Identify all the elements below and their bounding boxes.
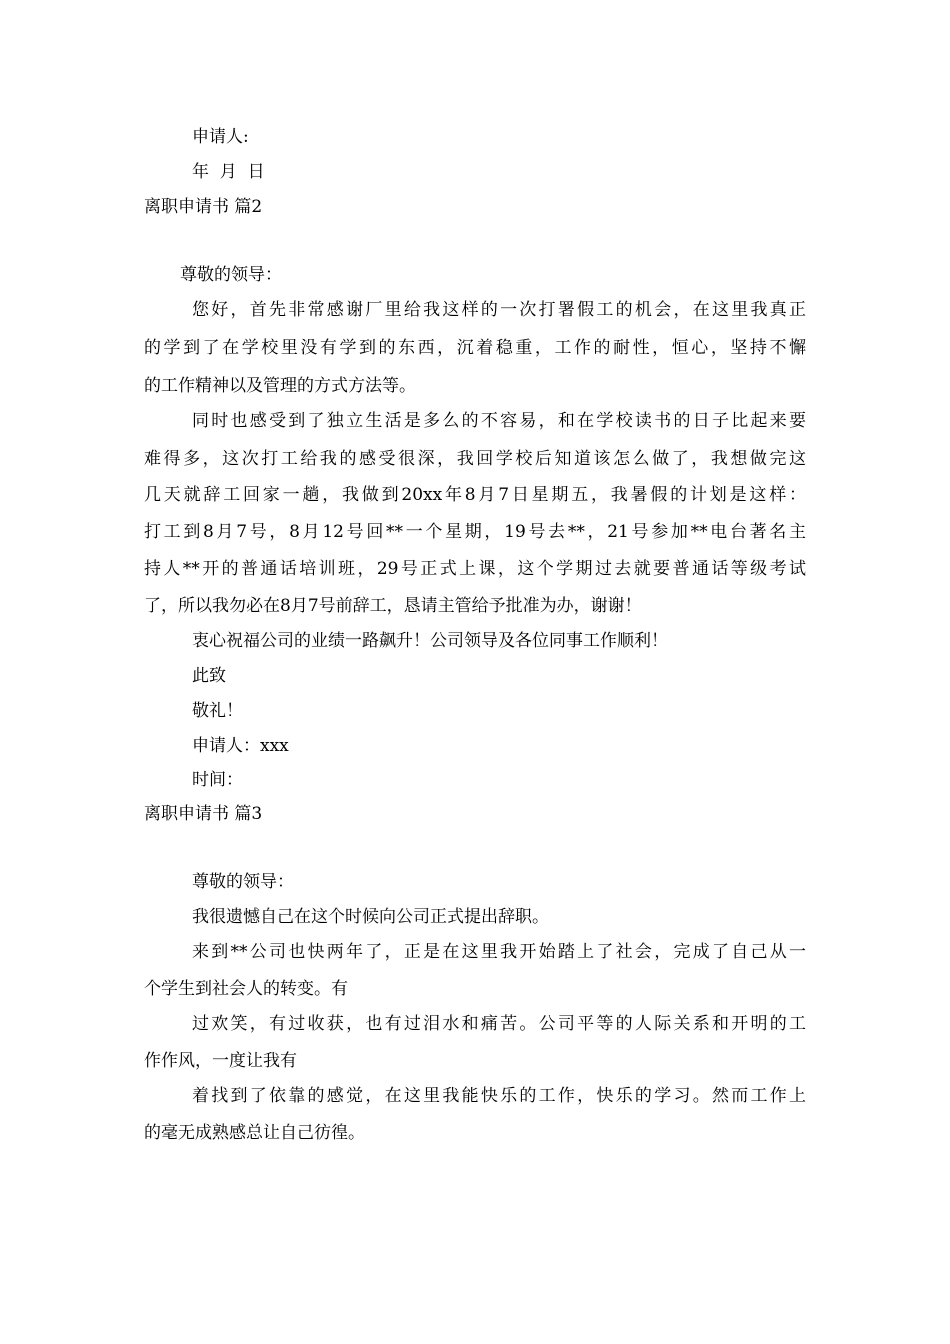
paragraph-line: 过欢笑，有过收获，也有过泪水和痛苦。公司平等的人际关系和开明的工: [192, 1014, 806, 1034]
applicant-label: 申请人:: [192, 127, 249, 147]
paragraph-line: 同时也感受到了独立生活是多么的不容易，和在学校读书的日子比起来要: [192, 411, 806, 431]
paragraph-line: 的工作精神以及管理的方式方法等。: [144, 376, 416, 396]
closing-line: 敬礼！: [192, 701, 243, 721]
paragraph-line: 来到**公司也快两年了，正是在这里我开始踏上了社会，完成了自己从一: [192, 942, 806, 962]
paragraph-line: 了，所以我勿必在8月7号前辞工，恳请主管给予批准为办，谢谢！: [144, 596, 642, 616]
paragraph-line: 您好，首先非常感谢厂里给我这样的一次打署假工的机会，在这里我真正: [192, 300, 806, 320]
applicant-line: 申请人：xxx: [192, 736, 289, 756]
date-line: 年 月 日: [192, 162, 265, 182]
paragraph-line: 的毫无成熟感总让自己彷徨。: [144, 1123, 365, 1143]
section-heading: 离职申请书 篇3: [144, 804, 263, 824]
closing-line: 此致: [192, 666, 226, 686]
paragraph-line: 几天就辞工回家一趟，我做到20xx年8月7日星期五，我暑假的计划是这样：: [144, 485, 806, 505]
salutation: 尊敬的领导：: [180, 265, 282, 285]
paragraph-line: 着找到了依靠的感觉，在这里我能快乐的工作，快乐的学习。然而工作上: [192, 1086, 806, 1106]
time-line: 时间：: [192, 770, 243, 790]
paragraph-line: 我很遗憾自己在这个时候向公司正式提出辞职。: [192, 907, 549, 927]
paragraph-line: 作作风，一度让我有: [144, 1051, 297, 1071]
paragraph-line: 个学生到社会人的转变。有: [144, 979, 348, 999]
salutation: 尊敬的领导：: [192, 872, 294, 892]
paragraph-line: 难得多，这次打工给我的感受很深，我回学校后知道该怎么做了，我想做完这: [144, 449, 806, 469]
paragraph-line: 的学到了在学校里没有学到的东西，沉着稳重，工作的耐性，恒心，坚持不懈: [144, 338, 806, 358]
paragraph-line: 持人**开的普通话培训班，29号正式上课，这个学期过去就要普通话等级考试: [144, 559, 806, 579]
wish-line: 衷心祝福公司的业绩一路飙升！公司领导及各位同事工作顺利！: [192, 631, 668, 651]
section-heading: 离职申请书 篇2: [144, 197, 263, 217]
paragraph-line: 打工到8月7号，8月12号回**一个星期，19号去**，21号参加**电台著名主: [144, 522, 806, 542]
